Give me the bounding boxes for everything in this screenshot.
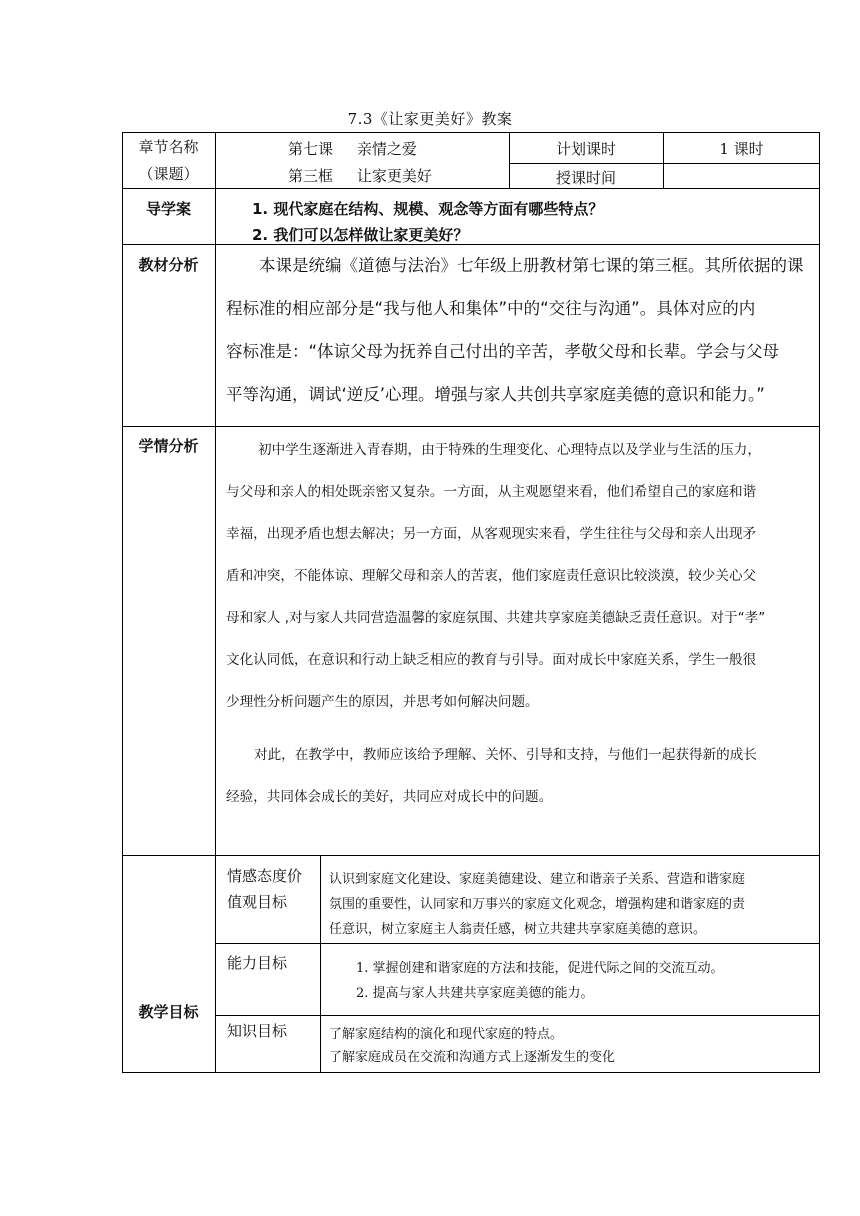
row-divider — [122, 426, 820, 427]
chapter-label-2: （课题） — [138, 165, 199, 183]
row-divider — [215, 1015, 820, 1016]
textbook-analysis — [226, 256, 816, 405]
column-divider — [215, 132, 216, 1073]
emotion-goal-line: 任意识，树立家庭主人翁责任感，树立共建共享家庭美德的意识。 — [329, 922, 707, 937]
chapter-label-1: 章节名称 — [138, 138, 199, 156]
lesson-plan-table — [122, 132, 820, 1073]
textbook-line: 容标准是：“体谅父母为抚养自己付出的辛苦，孝敬父母和长辈。学会与父母 — [226, 342, 780, 361]
knowledge-goal-label: 知识目标 — [227, 1022, 288, 1040]
students-line: 文化认同低，在意识和行动上缺乏相应的教育与引导。面对成长中家庭关系，学生一般很 — [226, 652, 757, 668]
guide-label: 导学案 — [145, 200, 191, 218]
emotion-goal-label-line: 情感态度价 — [227, 867, 303, 885]
textbook-line: 本课是统编《道德与法治》七年级上册教材第七课的第三框。其所依据的课 — [259, 256, 804, 275]
students-line: 母和家人 ,对与家人共同营造温馨的家庭氛围、共建共享家庭美德缺乏责任意识。对于“孝” — [226, 610, 766, 626]
students-line: 初中学生逐渐进入青春期，由于特殊的生理变化、心理特点以及学业与生活的压力， — [258, 442, 761, 458]
students-line: 与父母和亲人的相处既亲密又复杂。一方面，从主观愿望来看，他们希望自己的家庭和谐 — [226, 484, 757, 500]
textbook-label: 教材分析 — [138, 256, 199, 274]
ability-goal-text — [356, 956, 816, 1006]
table-border-top — [122, 132, 820, 133]
lesson-name: 第七课 亲情之爱 — [288, 140, 417, 158]
students-label: 学情分析 — [138, 437, 199, 455]
guide-question-1: 1. 现代家庭在结构、规模、观念等方面有哪些特点？ — [252, 200, 604, 218]
column-divider — [320, 855, 321, 1072]
row-divider — [122, 855, 820, 856]
students-line: 幸福，出现矛盾也想去解决；另一方面，从客观现实来看，学生往往与父母和亲人出现矛 — [226, 526, 757, 542]
emotion-goal-label — [227, 863, 317, 915]
row-divider — [215, 943, 820, 944]
guide-question-2: 2. 我们可以怎样做让家更美好？ — [252, 226, 469, 244]
section-name: 第三框 让家更美好 — [288, 167, 432, 185]
emotion-goal-label-line: 值观目标 — [227, 893, 288, 911]
table-border-bottom — [122, 1072, 820, 1073]
teach-time-label: 授课时间 — [555, 169, 616, 187]
knowledge-goal-text — [329, 1023, 817, 1069]
knowledge-goal-item: 了解家庭成员在交流和沟通方式上逐渐发生的变化 — [329, 1050, 616, 1065]
students-line: 经验，共同体会成长的美好，共同应对成长中的问题。 — [226, 789, 553, 805]
emotion-goal-line: 氛围的重要性，认同家和万事兴的家庭文化观念，增强构建和谐家庭的责 — [329, 897, 746, 912]
plan-hours-value: 1 课时 — [719, 140, 764, 158]
students-line: 对此，在教学中，教师应该给予理解、关怀、引导和支持，与他们一起获得新的成长 — [254, 747, 757, 763]
students-analysis — [226, 441, 820, 806]
goals-label: 教学目标 — [138, 1003, 199, 1021]
ability-goal-item: 2. 提高与家人共建共享家庭美德的能力。 — [356, 986, 594, 1001]
textbook-line: 平等沟通，调试‘逆反’心理。增强与家人共创共享家庭美德的意识和能力。” — [226, 385, 765, 404]
row-divider — [122, 188, 820, 189]
row-divider — [509, 163, 820, 164]
ability-goal-label: 能力目标 — [227, 954, 288, 972]
ability-goal-item: 1. 掌握创建和谐家庭的方法和技能，促进代际之间的交流互动。 — [356, 961, 724, 976]
plan-hours-label: 计划课时 — [555, 140, 616, 158]
textbook-line: 程标准的相应部分是“我与他人和集体”中的“交往与沟通”。具体对应的内 — [226, 299, 756, 318]
students-line: 盾和冲突，不能体谅、理解父母和亲人的苦衷，他们家庭责任意识比较淡漠，较少关心父 — [226, 568, 757, 584]
students-line: 少理性分析问题产生的原因，并思考如何解决问题。 — [226, 694, 539, 710]
emotion-goal-line: 认识到家庭文化建设、家庭美德建设、建立和谐亲子关系、营造和谐家庭 — [329, 872, 746, 887]
document-title: 7.3《让家更美好》教案 — [347, 110, 513, 128]
emotion-goal-text — [329, 867, 817, 942]
knowledge-goal-item: 了解家庭结构的演化和现代家庭的特点。 — [329, 1027, 564, 1042]
